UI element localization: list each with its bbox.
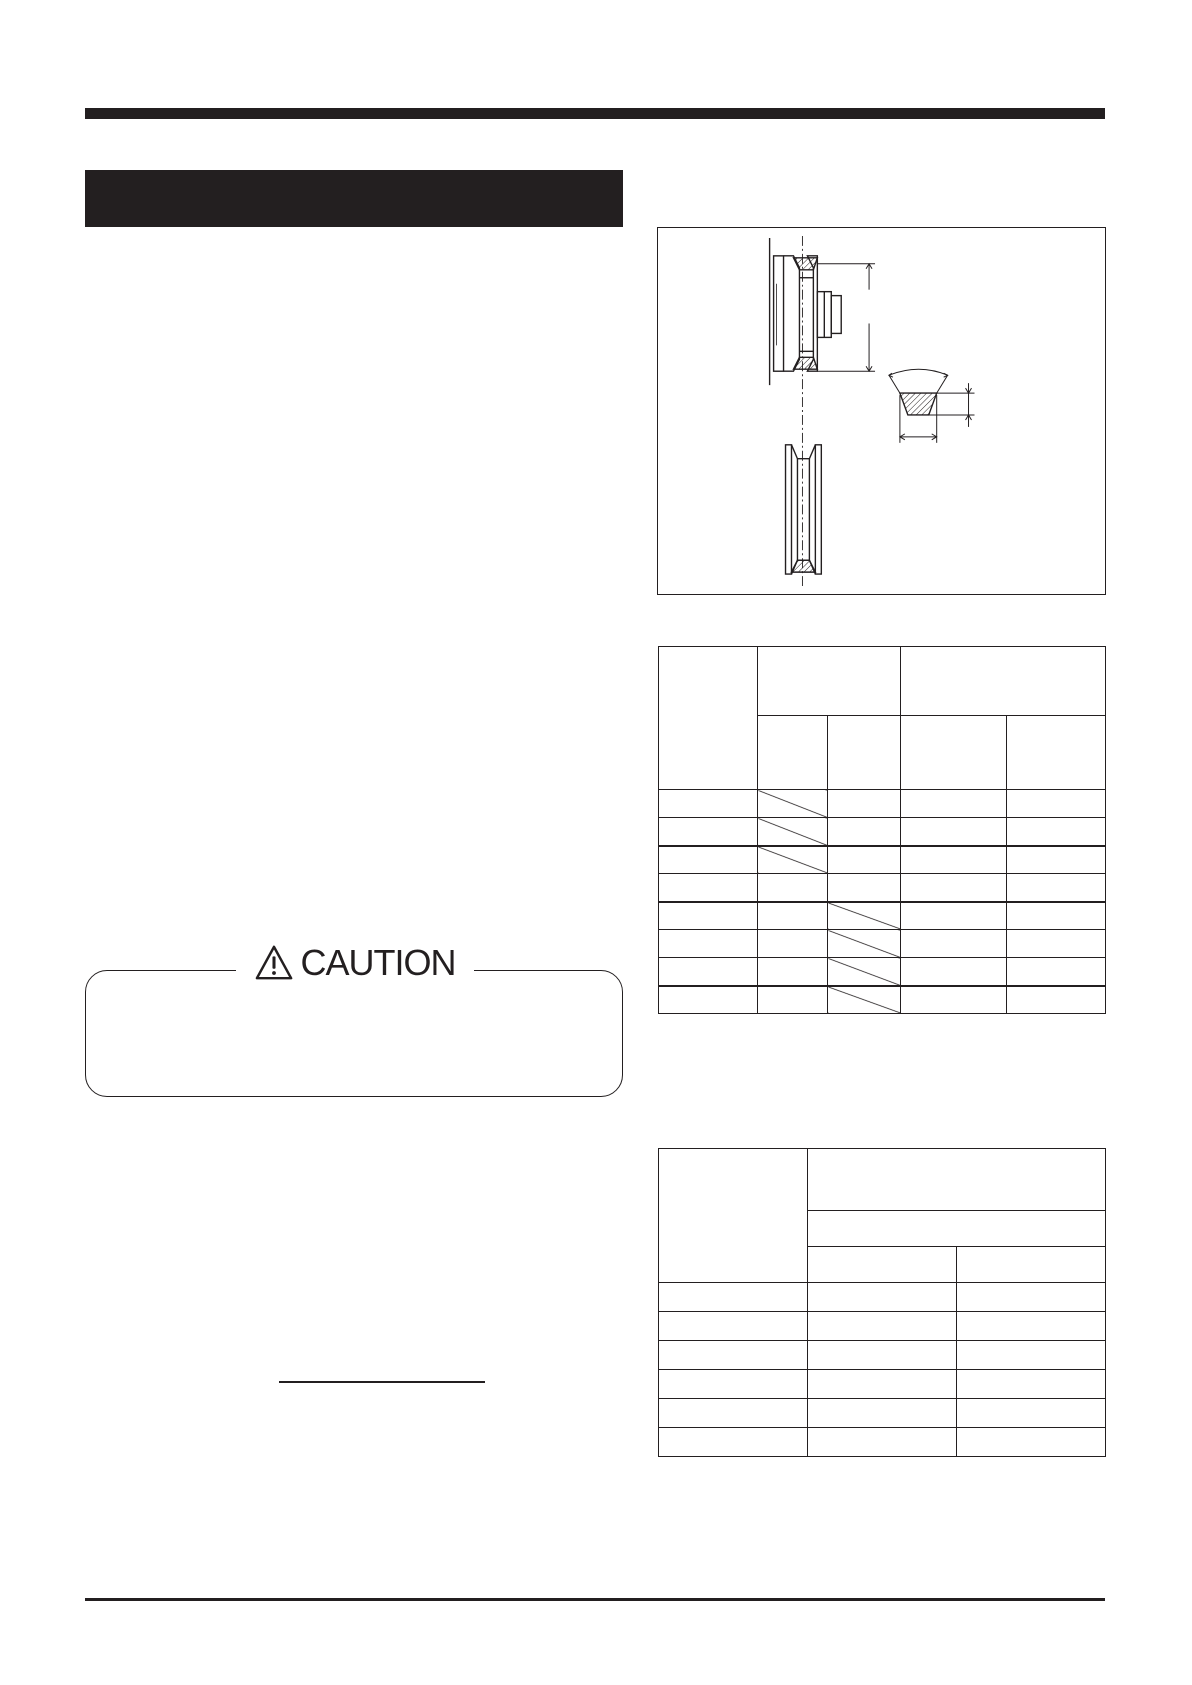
caution-text — [110, 1000, 600, 1080]
table-cell — [659, 874, 758, 902]
table-cell — [901, 818, 1007, 846]
table-row — [659, 818, 1106, 846]
table-cell — [957, 1399, 1106, 1428]
table-cell — [901, 902, 1007, 930]
table-cell — [957, 1312, 1106, 1341]
table-cell — [1007, 790, 1106, 818]
table-row — [659, 1283, 1106, 1312]
table-cell — [901, 986, 1007, 1014]
table-cell — [828, 790, 901, 818]
table-cell — [808, 1428, 957, 1457]
pulley-diagram — [658, 228, 1105, 594]
table-cell — [1007, 874, 1106, 902]
slash-cell — [758, 818, 828, 846]
table-cell — [659, 1341, 808, 1370]
header-cell — [957, 1247, 1106, 1283]
table-cell — [957, 1341, 1106, 1370]
bottom-rule — [85, 1598, 1105, 1601]
table-cell — [758, 930, 828, 958]
table-cell — [1007, 958, 1106, 986]
header-cell — [828, 716, 901, 790]
table-cell — [659, 1283, 808, 1312]
table-row — [659, 874, 1106, 902]
header-cell — [659, 1149, 808, 1283]
table-row — [659, 986, 1106, 1014]
table-cell — [901, 930, 1007, 958]
slash-cell — [828, 986, 901, 1014]
table-row — [659, 1312, 1106, 1341]
header-cell — [901, 647, 1106, 716]
table-cell — [758, 902, 828, 930]
table-row — [659, 1399, 1106, 1428]
spec-table-2 — [658, 1148, 1106, 1457]
top-rule — [85, 108, 1105, 119]
table-cell — [957, 1428, 1106, 1457]
table-cell — [659, 846, 758, 874]
spec-table-1 — [658, 646, 1106, 1014]
table-row — [659, 930, 1106, 958]
caution-label: CAUTION — [300, 942, 456, 983]
table-cell — [659, 818, 758, 846]
pulley-figure — [657, 227, 1106, 595]
slash-cell — [828, 958, 901, 986]
header-cell — [758, 647, 901, 716]
table-cell — [808, 1341, 957, 1370]
header-cell — [901, 716, 1007, 790]
section-title-band — [85, 170, 623, 227]
table-cell — [901, 874, 1007, 902]
table-cell — [808, 1399, 957, 1428]
table-cell — [1007, 930, 1106, 958]
table-row — [659, 1370, 1106, 1399]
table-cell — [901, 790, 1007, 818]
table-cell — [957, 1283, 1106, 1312]
table-cell — [1007, 902, 1106, 930]
slash-cell — [828, 902, 901, 930]
table-cell — [957, 1370, 1106, 1399]
table-cell — [808, 1283, 957, 1312]
table-row — [659, 790, 1106, 818]
table-row — [659, 1428, 1106, 1457]
table-cell — [659, 1370, 808, 1399]
table-cell — [659, 790, 758, 818]
header-cell — [659, 647, 758, 790]
table-cell — [659, 1399, 808, 1428]
table-cell — [659, 1312, 808, 1341]
table-cell — [659, 902, 758, 930]
table-cell — [808, 1370, 957, 1399]
slash-cell — [828, 930, 901, 958]
table-cell — [1007, 986, 1106, 1014]
table-row — [659, 846, 1106, 874]
slash-cell — [758, 846, 828, 874]
table-row — [659, 958, 1106, 986]
table-cell — [828, 818, 901, 846]
table-cell — [1007, 846, 1106, 874]
caution-heading — [236, 938, 474, 988]
table-cell — [828, 874, 901, 902]
underline-rule — [279, 1381, 485, 1383]
table-cell — [758, 874, 828, 902]
header-cell — [1007, 716, 1106, 790]
warning-triangle-icon — [255, 944, 293, 982]
table-cell — [758, 986, 828, 1014]
table-row — [659, 902, 1106, 930]
table-cell — [659, 986, 758, 1014]
table-cell — [659, 930, 758, 958]
slash-cell — [758, 790, 828, 818]
header-cell — [808, 1149, 1106, 1211]
table-row — [659, 1341, 1106, 1370]
table-cell — [659, 958, 758, 986]
table-cell — [758, 958, 828, 986]
table-cell — [828, 846, 901, 874]
header-cell — [808, 1211, 1106, 1247]
header-cell — [808, 1247, 957, 1283]
table-cell — [901, 846, 1007, 874]
table-cell — [1007, 818, 1106, 846]
table-cell — [659, 1428, 808, 1457]
table-header-row — [659, 647, 1106, 716]
table-cell — [808, 1312, 957, 1341]
table-cell — [901, 958, 1007, 986]
header-cell — [758, 716, 828, 790]
table-header-row — [659, 1149, 1106, 1211]
